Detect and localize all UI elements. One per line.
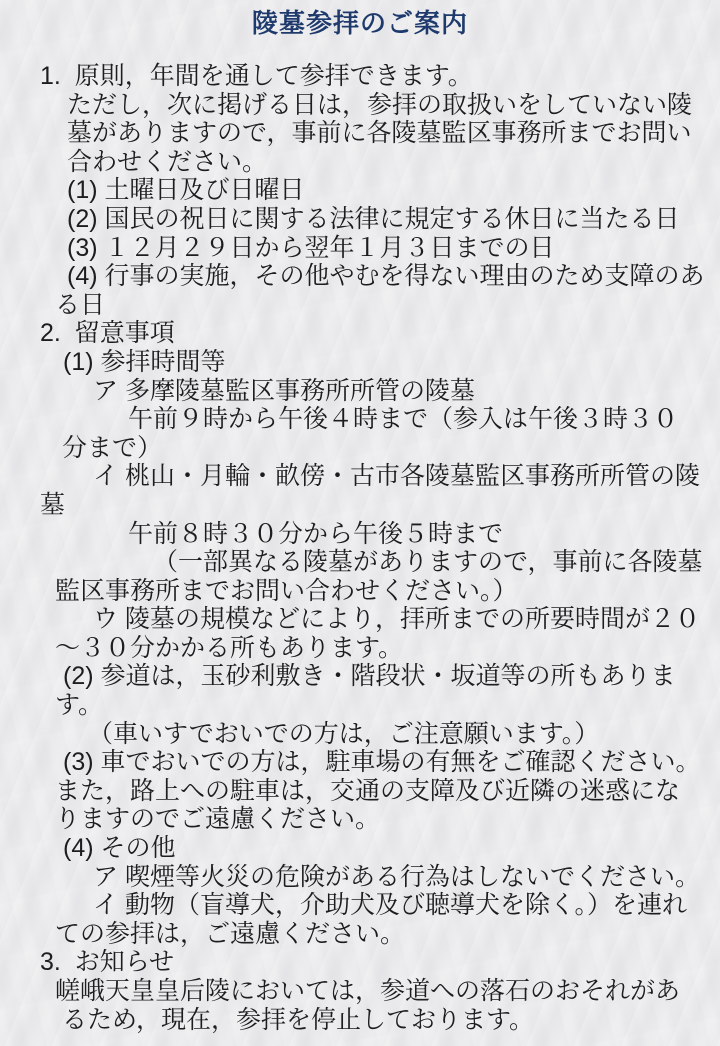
text-line: 墓がありますので，事前に各陵墓監区事務所までお問い [67, 119, 692, 148]
text-line: ただし，次に掲げる日は，参拝の取扱いをしていない陵 [67, 90, 693, 119]
text-line: (2) 参道は，玉砂利敷き・階段状・坂道等の所もありま [63, 662, 676, 691]
text-line: 監区事務所までお問い合わせください。） [55, 576, 518, 605]
text-line: 1. 原則，年間を通して参拝できます。 [40, 62, 473, 90]
text-line: 合わせください。 [67, 147, 268, 176]
text-line: ア 多摩陵墓監区事務所所管の陵墓 [93, 376, 475, 405]
text-line: 嵯峨天皇皇后陵においては，参道への落石のおそれがあ [55, 977, 681, 1005]
text-line: 分まで） [62, 433, 163, 462]
text-line: イ 桃山・月輪・畝傍・古市各陵墓監区事務所所管の陵 [93, 462, 700, 491]
text-line: (1) 参拝時間等 [63, 347, 226, 376]
text-line: ての参拝は，ご遠慮ください。 [55, 919, 406, 948]
text-line: 3. お知らせ [40, 948, 174, 977]
text-line: (4) 行事の実施，その他やむを得ない理由のため支障のあ [67, 262, 705, 291]
text-line: (3) 車でおいでの方は，駐車場の有無をご確認ください。 [63, 748, 701, 777]
text-line: 墓 [40, 490, 66, 519]
text-line: ウ 陵墓の規模などにより，拝所までの所要時間が２０ [93, 605, 700, 634]
text-line: (1) 土曜日及び日曜日 [67, 176, 305, 205]
text-line: ～３０分かかる所もあります。 [55, 633, 404, 662]
text-line: (2) 国民の祝日に関する法律に規定する休日に当たる日 [67, 204, 680, 233]
document-body [0, 62, 720, 1034]
text-line: るため，現在，参拝を停止しております。 [62, 1005, 535, 1034]
text-line: （車いすでおいでの方は，ご注意願います。） [88, 719, 600, 748]
text-line: また，路上への駐車は，交通の支障及び近隣の迷惑にな [55, 776, 681, 805]
text-line: (4) その他 [63, 834, 176, 863]
page-title: 陵墓参拝のご案内 [251, 8, 468, 38]
text-line: ア 喫煙等火災の危険がある行為はしないでください。 [93, 862, 700, 891]
text-line: 2. 留意事項 [40, 319, 175, 348]
text-line: イ 動物（盲導犬，介助犬及び聴導犬を除く。）を連れ [93, 891, 687, 920]
text-line: す。 [55, 691, 104, 720]
text-line: る日 [55, 290, 106, 319]
text-line: りますのでご遠慮ください。 [55, 805, 381, 834]
text-line: 午前９時から午後４時まで（参入は午後３時３０ [128, 405, 679, 434]
text-line: 午前８時３０分から午後５時まで [128, 519, 504, 548]
text-line: (3) １２月２９日から翌年１月３日までの日 [67, 233, 555, 262]
text-line: （一部異なる陵墓がありますので，事前に各陵墓 [153, 548, 703, 577]
